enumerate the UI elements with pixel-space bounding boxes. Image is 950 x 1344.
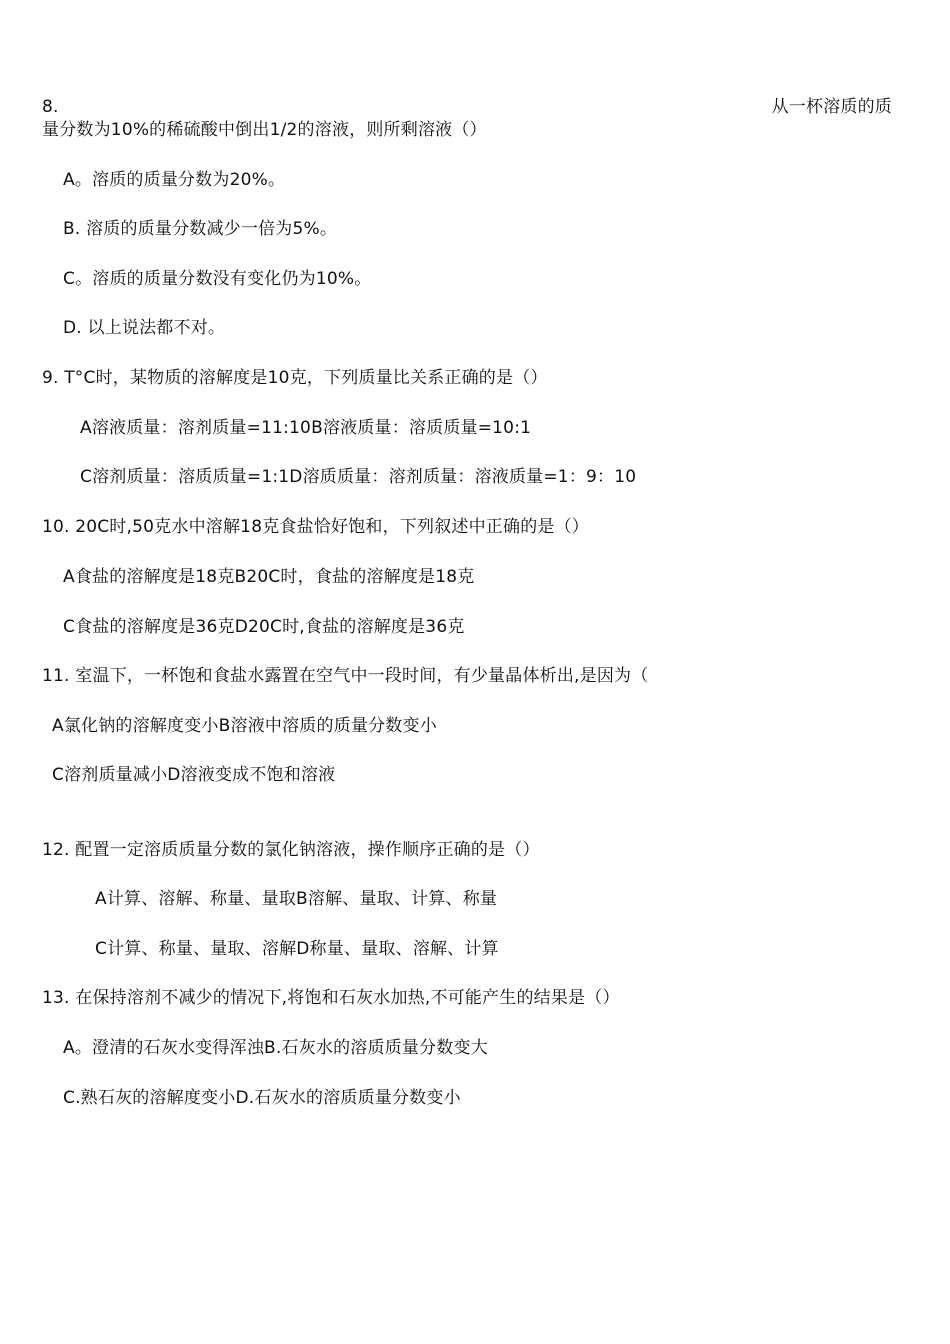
- q8-option-b: B. 溶质的质量分数减少一倍为5%。: [63, 219, 338, 239]
- q8-number: 8.: [42, 97, 59, 117]
- q12-stem: 12. 配置一定溶质质量分数的氯化钠溶液，操作顺序正确的是（）: [42, 840, 540, 860]
- q8-stem-right: 从一杯溶质的质: [771, 97, 892, 117]
- q8-option-d: D. 以上说法都不对。: [63, 318, 226, 338]
- q8-option-a: A。溶质的质量分数为20%。: [63, 170, 286, 190]
- q12-options-cd: C计算、称量、量取、溶解D称量、量取、溶解、计算: [95, 939, 499, 959]
- q13-stem: 13. 在保持溶剂不减少的情况下,将饱和石灰水加热,不可能产生的结果是（）: [42, 988, 620, 1008]
- q10-options-ab: A食盐的溶解度是18克B20C时，食盐的溶解度是18克: [63, 567, 475, 587]
- q13-options-cd: C.熟石灰的溶解度变小D.石灰水的溶质质量分数变小: [63, 1088, 461, 1108]
- q10-options-cd: C食盐的溶解度是36克D20C时,食盐的溶解度是36克: [63, 617, 465, 637]
- q8-option-c: C。溶质的质量分数没有变化仍为10%。: [63, 269, 372, 289]
- q10-stem: 10. 20C时,50克水中溶解18克食盐恰好饱和，下列叙述中正确的是（）: [42, 517, 590, 537]
- q13-options-ab: A。澄清的石灰水变得浑浊B.石灰水的溶质质量分数变大: [63, 1038, 488, 1058]
- q9-stem: 9. T°C时，某物质的溶解度是10克，下列质量比关系正确的是（）: [42, 368, 548, 388]
- q8-stem-continuation: 量分数为10%的稀硫酸中倒出1/2的溶液，则所剩溶液（）: [42, 120, 487, 140]
- q9-options-cd: C溶剂质量：溶质质量=1:1D溶质质量：溶剂质量：溶液质量=1：9：10: [80, 467, 637, 487]
- q11-options-cd: C溶剂质量减小D溶液变成不饱和溶液: [52, 765, 336, 785]
- q12-options-ab: A计算、溶解、称量、量取B溶解、量取、计算、称量: [95, 889, 498, 909]
- q11-options-ab: A氯化钠的溶解度变小B溶液中溶质的质量分数变小: [52, 716, 437, 736]
- q11-stem: 11. 室温下，一杯饱和食盐水露置在空气中一段时间，有少量晶体析出,是因为（: [42, 666, 649, 686]
- q9-options-ab: A溶液质量：溶剂质量=11:10B溶液质量：溶质质量=10:1: [80, 418, 532, 438]
